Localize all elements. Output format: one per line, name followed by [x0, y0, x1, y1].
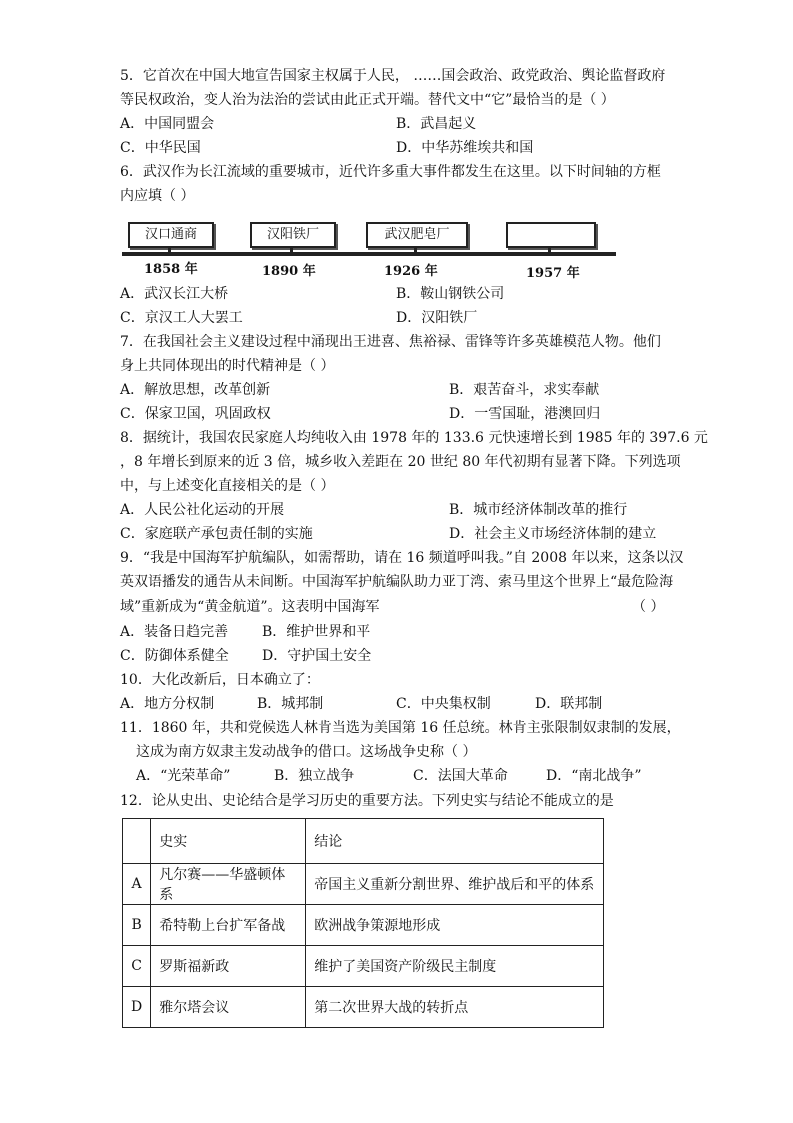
timeline-year-1957: 1957 年 [526, 266, 580, 281]
q6-option-d: D．汉阳铁厂 [396, 310, 478, 326]
q8-option-b: B．城市经济体制改革的推行 [449, 502, 628, 518]
row-letter: B [123, 905, 151, 946]
q11-stem-line1: 11．1860 年，共和党候选人林肯当选为美国第 16 任总统。林肯主张限制奴隶制的发展， [120, 720, 681, 736]
timeline-tick [414, 246, 417, 256]
q7-stem-line2: 身上共同体现出的时代精神是（ ） [120, 358, 335, 374]
row-fact: 凡尔赛——华盛顿体系 [151, 864, 306, 905]
q9-option-a: A．装备日趋完善 [120, 624, 229, 640]
q7-option-b: B．艰苦奋斗，求实奉献 [449, 382, 600, 398]
q9-option-d: D．守护国土安全 [262, 648, 372, 664]
q5-option-b: B．武昌起义 [396, 116, 477, 132]
table-row [123, 905, 604, 946]
q12-history-table [122, 818, 604, 1028]
q9-stem-line3: 域”重新成为“黄金航道”。这表明中国海军 [120, 599, 380, 615]
timeline-box-1: 汉口通商 [128, 222, 214, 248]
q9-stem-line2: 英双语播发的通告从未间断。中国海军护航编队助力亚丁湾、索马里这个世界上“最危险海 [120, 574, 674, 590]
header-cell-blank [123, 819, 151, 864]
q9-stem-line1: 9．“我是中国海军护航编队，如需帮助，请在 16 频道呼叫我。”自 2008 年以来，这条以汉 [120, 550, 684, 566]
row-fact: 罗斯福新政 [151, 946, 306, 987]
timeline-tick [548, 246, 551, 256]
q9-answer-bracket: （ ） [632, 599, 665, 615]
q10-stem: 10．大化改新后，日本确立了： [120, 672, 320, 688]
q6-option-a: A．武汉长江大桥 [120, 286, 229, 302]
row-fact: 雅尔塔会议 [151, 987, 306, 1028]
row-conclusion: 欧洲战争策源地形成 [306, 905, 604, 946]
q8-option-c: C．家庭联产承包责任制的实施 [120, 526, 313, 542]
q5-option-a: A．中国同盟会 [120, 116, 215, 132]
q10-option-c: C．中央集权制 [396, 696, 491, 712]
row-conclusion: 第二次世界大战的转折点 [306, 987, 604, 1028]
q11-option-b: B．独立战争 [274, 768, 355, 784]
row-conclusion: 维护了美国资产阶级民主制度 [306, 946, 604, 987]
timeline-year-1926: 1926 年 [384, 264, 438, 279]
q8-option-d: D．社会主义市场经济体制的建立 [449, 526, 657, 542]
q7-option-a: A．解放思想，改革创新 [120, 382, 271, 398]
q7-stem-line1: 7．在我国社会主义建设过程中涌现出王进喜、焦裕禄、雷锋等许多英雄模范人物。他们 [120, 334, 661, 350]
table-header-row [123, 819, 604, 864]
q10-option-d: D．联邦制 [535, 696, 603, 712]
q8-stem-line1: 8．据统计，我国农民家庭人均纯收入由 1978 年的 133.6 元快速增长到 1985 年的 397.6 元 [120, 430, 708, 446]
q8-option-a: A．人民公社化运动的开展 [120, 502, 285, 518]
q10-option-a: A．地方分权制 [120, 696, 215, 712]
q11-option-d: D．“南北战争” [546, 768, 642, 784]
q6-stem-line2: 内应填（ ） [120, 188, 195, 204]
timeline-box-2: 汉阳铁厂 [250, 222, 336, 248]
q11-option-c: C．法国大革命 [413, 768, 508, 784]
q5-stem-line2: 等民权政治，变人治为法治的尝试由此正式开端。替代文中“它”最恰当的是（ ） [120, 92, 615, 108]
q5-option-d: D．中华苏维埃共和国 [396, 140, 534, 156]
q5-option-c: C．中华民国 [120, 140, 201, 156]
row-fact: 希特勒上台扩军备战 [151, 905, 306, 946]
q6-timeline [122, 218, 622, 280]
timeline-year-1890: 1890 年 [262, 264, 316, 279]
q7-option-c: C．保家卫国，巩固政权 [120, 406, 271, 422]
row-letter: A [123, 864, 151, 905]
q8-stem-line2: ，8 年增长到原来的近 3 倍，城乡收入差距在 20 世纪 80 年代初期有显著下降。下列选项 [120, 454, 681, 470]
timeline-box-3: 武汉肥皂厂 [366, 222, 468, 248]
q11-option-a: A．“光荣革命” [136, 768, 231, 784]
q11-stem-line2: 这成为南方奴隶主发动战争的借口。这场战争史称（ ） [136, 744, 477, 760]
q9-option-c: C．防御体系健全 [120, 648, 229, 664]
timeline-year-1858: 1858 年 [144, 262, 198, 277]
q5-stem-line1: 5．它首次在中国大地宣告国家主权属于人民， ……国会政治、政党政治、舆论监督政府 [120, 68, 666, 84]
q6-option-b: B．鞍山钢铁公司 [396, 286, 505, 302]
timeline-box-blank [506, 222, 596, 248]
timeline-axis [122, 252, 616, 256]
q7-option-d: D．一雪国耻，港澳回归 [449, 406, 601, 422]
row-letter: D [123, 987, 151, 1028]
timeline-tick [290, 246, 293, 256]
q6-option-c: C．京汉工人大罢工 [120, 310, 243, 326]
header-cell-conclusion: 结论 [306, 819, 604, 864]
table-row [123, 946, 604, 987]
q9-option-b: B．维护世界和平 [262, 624, 371, 640]
q8-stem-line3: 中，与上述变化直接相关的是（ ） [120, 478, 335, 494]
table-row [123, 987, 604, 1028]
timeline-tick [168, 246, 171, 256]
row-conclusion: 帝国主义重新分割世界、维护战后和平的体系 [306, 864, 604, 905]
header-cell-fact: 史实 [151, 819, 306, 864]
q6-stem-line1: 6．武汉作为长江流域的重要城市，近代许多重大事件都发生在这里。以下时间轴的方框 [120, 164, 661, 180]
q10-option-b: B．城邦制 [257, 696, 324, 712]
table-row [123, 864, 604, 905]
q12-stem: 12．论从史出、史论结合是学习历史的重要方法。下列史实与结论不能成立的是 [120, 793, 614, 809]
row-letter: C [123, 946, 151, 987]
